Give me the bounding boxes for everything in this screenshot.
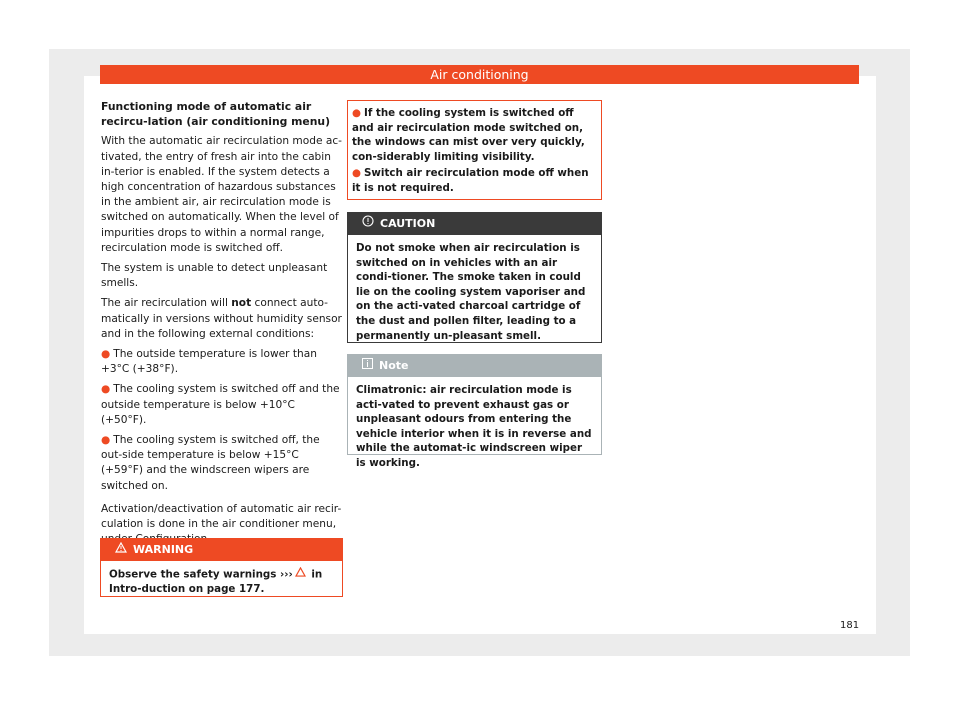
- paragraph-3-pre: The air recirculation will: [101, 297, 232, 310]
- list-item: [101, 382, 342, 428]
- warning-triangle-icon: [295, 567, 306, 582]
- bullet-icon: ●: [352, 107, 361, 119]
- paragraph-1: With the automatic air recirculation mode ac-tivated, the entry of fresh air into the cabin in-terior is enabled. If the system detects a high concentration of hazardous substances in the ambient air, air recirculation mode is switched on automatically. When the level of impurities drops to within a normal range, recirculation mode is switched off.: [101, 135, 342, 254]
- bullet-icon: ●: [352, 167, 361, 180]
- note-title: Note: [379, 359, 409, 372]
- warning-body: [101, 561, 342, 604]
- list-item: [101, 347, 342, 377]
- list-item-text: The cooling system is switched off, the out-side temperature is below +15°C (+59°F) and the windscreen wipers are switched on.: [101, 434, 320, 492]
- paragraph-2: The system is unable to detect unpleasant smells.: [101, 262, 328, 290]
- list-item: [352, 106, 597, 164]
- note-body: Climatronic: air recirculation mode is acti-vated to prevent exhaust gas or unpleasant odours from entering the vehicle interior when it is in reverse and while the automat-ic windscreen wiper is working.: [356, 384, 592, 469]
- warning-title: WARNING: [133, 543, 194, 556]
- list-item-text: The cooling system is switched off and the outside temperature is below +10°C (+50°F).: [101, 383, 340, 426]
- caution-title: CAUTION: [380, 217, 436, 230]
- paragraph-3: [101, 296, 342, 342]
- section-header: Air conditioning: [100, 65, 859, 84]
- list-item-text: Switch air recirculation mode off when it is not required.: [352, 167, 589, 194]
- bullet-icon: ●: [101, 348, 111, 361]
- list-item-text: If the cooling system is switched off and air recirculation mode switched on, the windows can mist over very quickly, con-siderably limiting visibility.: [352, 107, 585, 163]
- paragraph-3-bold: not: [231, 297, 252, 310]
- note-box: [347, 354, 602, 469]
- list-item: [101, 433, 342, 494]
- list-item: [352, 166, 597, 195]
- warning-text-post: in Intro-duction on page 177.: [109, 568, 323, 595]
- info-icon: [362, 355, 373, 377]
- left-column: [101, 99, 342, 552]
- section-heading: Functioning mode of automatic air recircu-lation (air conditioning menu): [101, 100, 331, 129]
- note-header: [348, 355, 601, 377]
- bullet-icon: ●: [101, 383, 111, 396]
- warning-box: [100, 538, 343, 597]
- list-item-text: The outside temperature is lower than +3°C (+38°F).: [101, 348, 317, 376]
- page-number: 181: [840, 620, 860, 631]
- caution-circle-icon: [362, 213, 374, 235]
- caution-box: [347, 212, 602, 343]
- warning-continued-body: [348, 101, 601, 202]
- warning-header: [101, 539, 342, 561]
- paragraph-3-post: connect auto-matically in versions without humidity sensor and in the following external conditions:: [101, 297, 342, 340]
- warning-text-pre: Observe the safety warnings ›››: [109, 568, 293, 581]
- paragraph-4: Activation/deactivation of automatic air recir-culation is done in the air conditioner menu,: [101, 502, 342, 531]
- caution-body: Do not smoke when air recirculation is switched on in vehicles with an air condi-tioner. The smoke taken in could lie on the cooling system vaporiser and on the acti-vated charcoal cartridge of the dust and pollen filter, leading to a permanently un-pleasant smell.: [356, 242, 586, 342]
- bullet-icon: ●: [101, 434, 111, 447]
- warning-triangle-icon: [115, 539, 127, 561]
- caution-header: [348, 213, 601, 235]
- warning-continued-box: [347, 100, 602, 200]
